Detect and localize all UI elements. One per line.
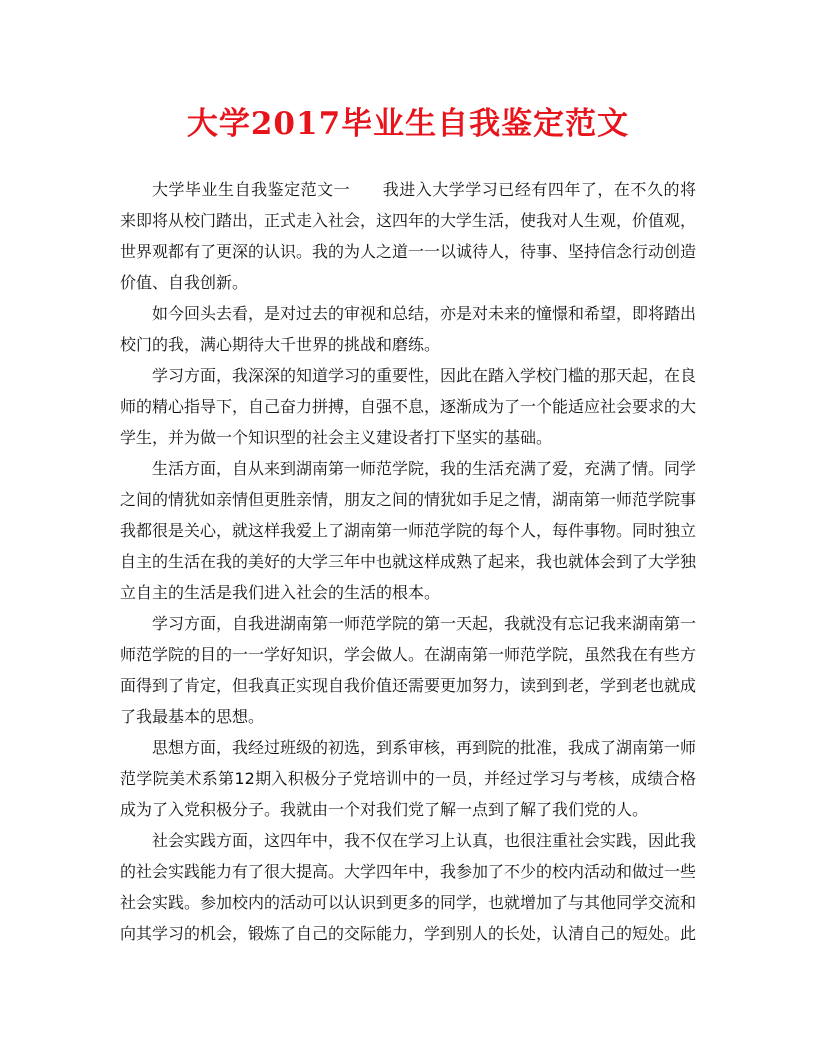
- document-body: [120, 174, 696, 949]
- document-title: 大学2017毕业生自我鉴定范文: [186, 106, 630, 142]
- intro-paragraph: [120, 174, 696, 298]
- intro-text: 我进入大学学习已经有四年了，在不久的将来即将从校门踏出，正式走入社会，这四年的大学生活，使我对人生观，价值观，世界观都有了更深的认识。我的为人之道一一以诚待人，待事、坚持信念行动创造价值、自我创新。: [120, 180, 697, 292]
- paragraph-study-2: 学习方面，自我进湖南第一师范学院的第一天起，我就没有忘记我来湖南第一师范学院的目的一一学好知识，学会做人。在湖南第一师范学院，虽然我在有些方面得到了肯定，但我真正实现自我价值还需要更加努力，读到到老，学到老也就成了我最基本的思想。: [120, 614, 697, 726]
- paragraph-life: 生活方面，自从来到湖南第一师范学院，我的生活充满了爱，充满了情。同学之间的情犹如亲情但更胜亲情，朋友之间的情犹如手足之情，湖南第一师范学院事我都很是关心，就这样我爱上了湖南第一师范学院的每个人，每件事物。同时独立自主的生活在我的美好的大学三年中也就这样成熟了起来，我也就体会到了大学独立自主的生活是我们进入社会的生活的根本。: [120, 459, 697, 602]
- paragraph-study: 学习方面，我深深的知道学习的重要性，因此在踏入学校门槛的那天起，在良师的精心指导下，自己奋力拼搏，自强不息，逐渐成为了一个能适应社会要求的大学生，并为做一个知识型的社会主义建设者打下坚实的基础。: [120, 366, 697, 447]
- paragraph-thought: 思想方面，我经过班级的初选，到系审核，再到院的批准，我成了湖南第一师范学院美术系第12期入积极分子党培训中的一员，并经过学习与考核，成绩合格成为了入党积极分子。我就由一个对我们党了解一点到了解了我们党的人。: [120, 738, 697, 819]
- intro-label: 大学毕业生自我鉴定范文一: [152, 180, 351, 199]
- paragraph-social-practice: 社会实践方面，这四年中，我不仅在学习上认真，也很注重社会实践，因此我的社会实践能力有了很大提高。大学四年中，我参加了不少的校内活动和做过一些社会实践。参加校内的活动可以认识到更多的同学，也就增加了与其他同学交流和向其学习的机会，锻炼了自己的交际能力，学到别人的长处，认清自己的短处。此: [120, 831, 697, 943]
- paragraph-reflection: 如今回头去看，是对过去的审视和总结，亦是对未来的憧憬和希望，即将踏出校门的我，满心期待大千世界的挑战和磨练。: [120, 304, 697, 354]
